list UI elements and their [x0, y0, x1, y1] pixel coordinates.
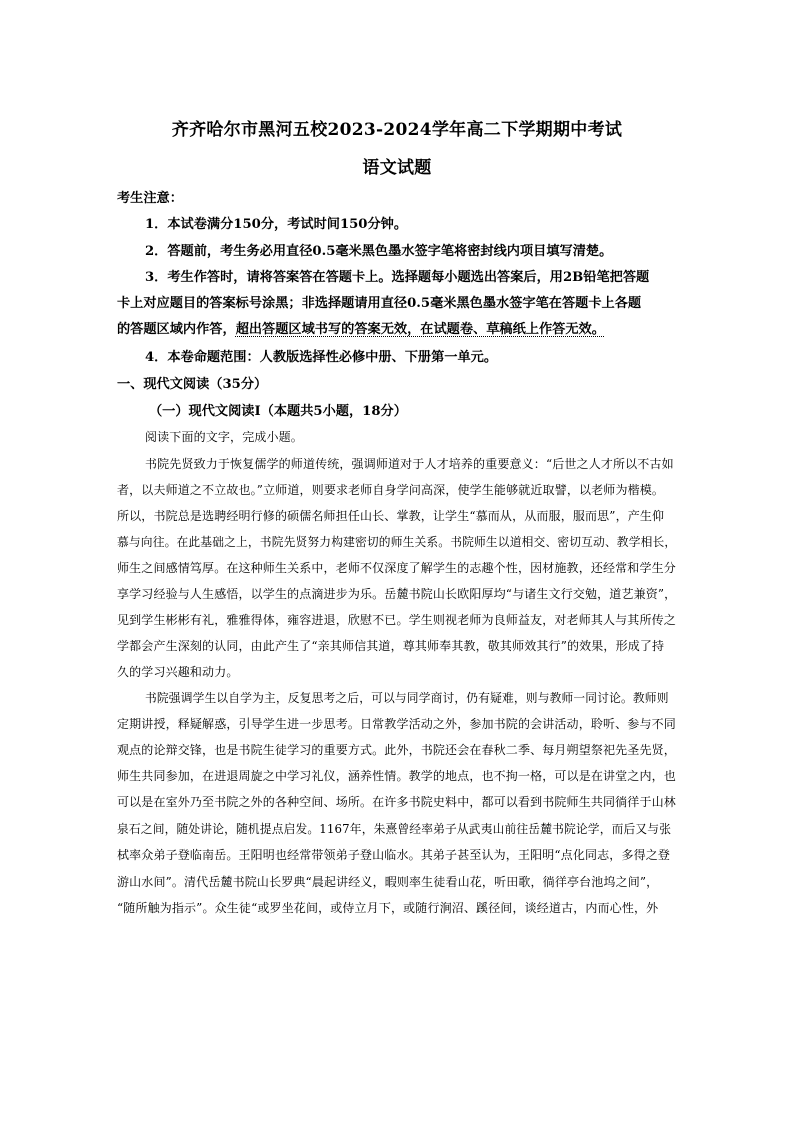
passage-line: 学都会产生深刻的认同，由此产生了“亲其师信其道，尊其师奉其教，敬其师效其行”的效果，形成了持 [117, 639, 665, 653]
section-heading: 一、现代文阅读（35分） [117, 377, 268, 392]
passage-line: 慕与向往。在此基础之上，书院先贤努力构建密切的师生关系。书院师生以道相交、密切互动、教学相长， [117, 535, 677, 549]
notice-item-2: 2．答题前，考生务必用直径0.5毫米黑色墨水签字笔将密封线内项目填写清楚。 [145, 244, 613, 259]
passage-line: 久的学习兴趣和动力。 [117, 665, 239, 679]
passage-line: “随所触为指示”。众生徒“或罗坐花间，或侍立月下，或随行涧沼、蹊径间，谈经道古，内而心性，外 [117, 901, 659, 915]
passage-line: 享学习经验与人生感悟，以学生的点滴进步为乐。岳麓书院山长欧阳厚均“与诸生文行交勉，道艺兼资”， [117, 587, 677, 601]
passage-line: 游山水间”。清代岳麓书院山长罗典“晨起讲经义，暇则率生徒看山花，听田歌，徜徉亭台池坞之间”， [117, 875, 659, 889]
notice-item-3-line-2: 卡上对应题目的答案标号涂黑；非选择题请用直径0.5毫米黑色墨水签字笔在答题卡上各题 [117, 296, 642, 311]
passage-line: 定期讲授，释疑解惑，引导学生进一步思考。日常教学活动之外，参加书院的会讲活动，聆听、参与不同 [117, 717, 676, 731]
passage-line: 可以是在室外乃至书院之外的各种空间、场所。在许多书院史料中，都可以看到书院师生共同徜徉于山林 [117, 795, 676, 809]
passage-line: 师生共同参加，在进退周旋之中学习礼仪，涵养性情。教学的地点，也不拘一格，可以是在讲堂之内，也 [117, 769, 676, 783]
notice-item-3-line-3-plain: 的答题区域内作答， [117, 322, 236, 337]
passage-line: 所以，书院总是选聘经明行修的硕儒名师担任山长、掌教，让学生“慕而从，从而服，服而思”，产生仰 [117, 509, 665, 523]
notice-item-3-line-3 [117, 318, 697, 337]
notice-item-4: 4．本卷命题范围：人教版选择性必修中册、下册第一单元。 [145, 350, 498, 365]
notice-item-3-line-1: 3．考生作答时，请将答案答在答题卡上。选择题每小题选出答案后，用2B铅笔把答题 [145, 270, 650, 285]
passage-line: 栻率众弟子登临南岳。王阳明也经常带领弟子登山临水。其弟子甚至认为，王阳明“点化同志，多得之登 [117, 848, 671, 862]
passage-line: 者，以夫师道之不立故也。”立师道，则要求老师自身学问高深，使学生能够就近取譬，以老师为楷模。 [117, 483, 665, 497]
notice-item-3-emphasis: 超出答题区域书写的答案无效，在试题卷、草稿纸上作答无效。 [235, 322, 605, 337]
passage-line: 见到学生彬彬有礼，雅雅得体，雍容进退，欣慰不已。学生则视老师为良师益友，对老师其人与其所传之 [117, 613, 676, 627]
passage-line: 泉石之间，随处讲论，随机提点启发。1167年，朱熹曾经率弟子从武夷山前往岳麓书院论学，而后又与张 [117, 822, 672, 836]
exam-subtitle: 语文试题 [362, 158, 432, 178]
passage-line: 师生之间感情笃厚。在这种师生关系中，老师不仅深度了解学生的志趣个性，因材施教，还经常和学生分 [117, 561, 676, 575]
notice-heading: 考生注意： [117, 191, 183, 206]
exam-title: 齐齐哈尔市黑河五校2023-2024学年高二下学期期中考试 [171, 120, 623, 140]
passage-line: 书院先贤致力于恢复儒学的师道传统，强调师道对于人才培养的重要意义：“后世之人才所以不古如 [145, 457, 674, 471]
section-subheading: （一）现代文阅读Ⅰ（本题共5小题，18分） [149, 404, 407, 419]
notice-item-1: 1．本试卷满分150分，考试时间150分钟。 [145, 217, 408, 232]
passage-line: 书院强调学生以自学为主，反复思考之后，可以与同学商讨，仍有疑难，则与教师一同讨论。教师则 [145, 691, 669, 705]
reading-instruction: 阅读下面的文字，完成小题。 [145, 430, 303, 444]
passage-line: 观点的论辩交锋，也是书院生徒学习的重要方式。此外，书院还会在春秋二季、每月朔望祭祀先圣先贤， [117, 743, 676, 757]
